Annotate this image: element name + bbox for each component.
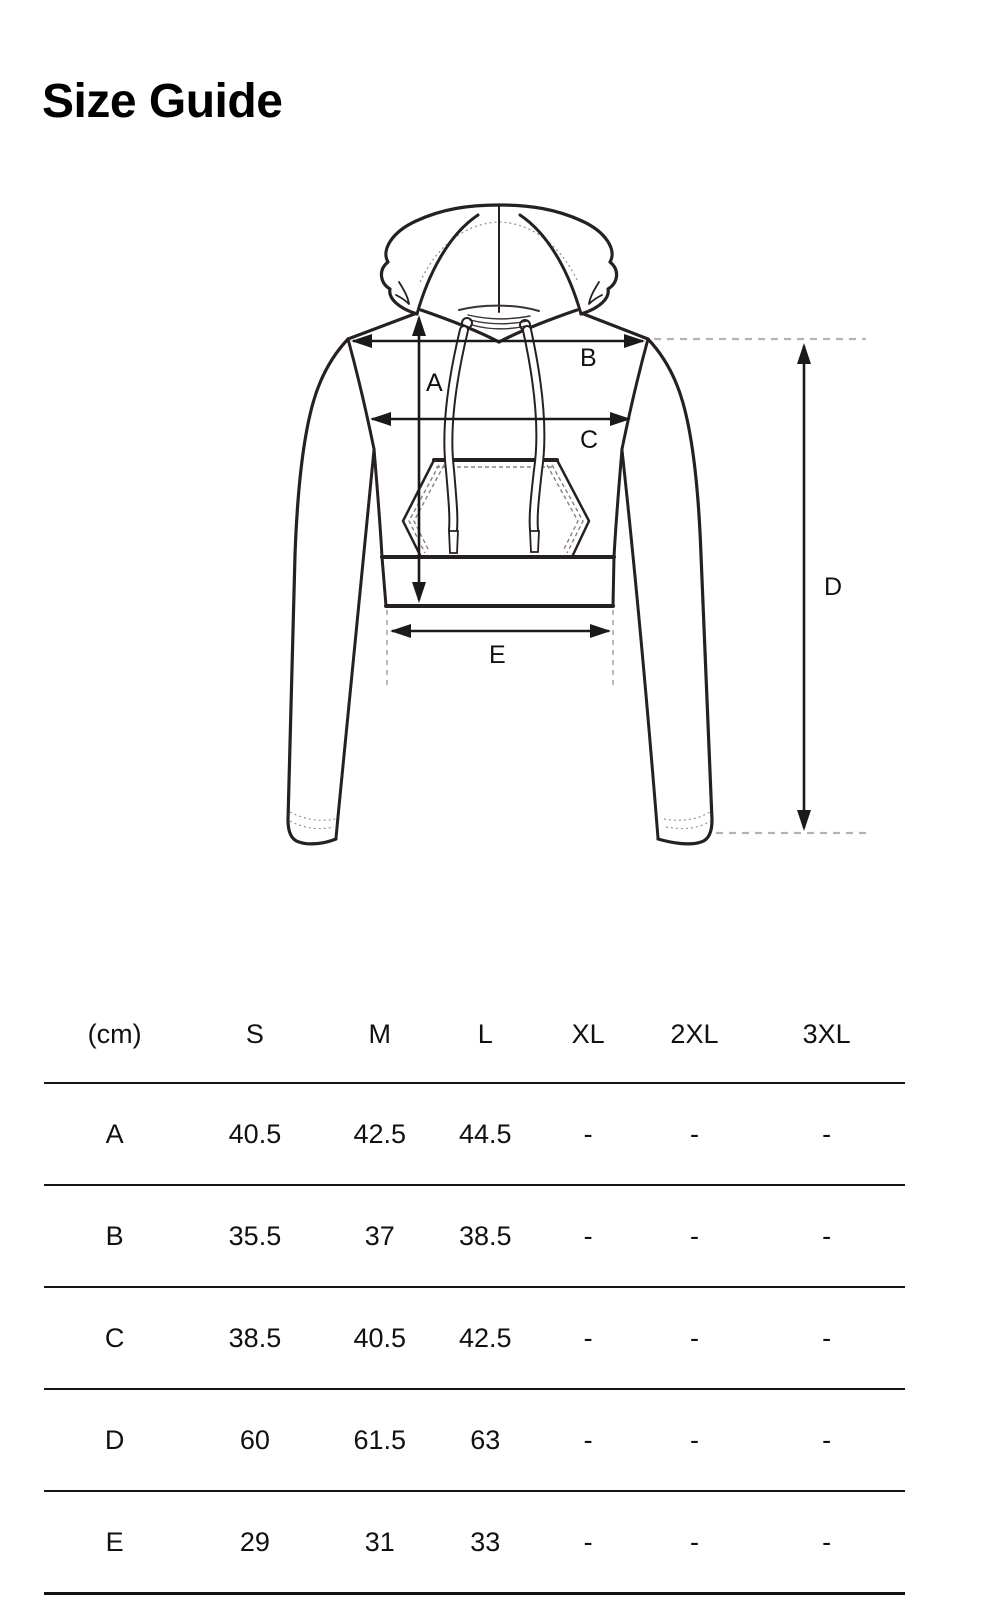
table-header-row [44, 986, 905, 1083]
column-header: M [325, 986, 435, 1083]
sleeve-right-inner [622, 450, 658, 838]
hood-crease-left [396, 282, 409, 304]
size-value-cell: - [641, 1389, 749, 1491]
row-label: D [44, 1389, 185, 1491]
cuff-right-stitch-1 [664, 812, 710, 820]
page-title: Size Guide [42, 75, 283, 128]
arrowhead-a-top [412, 315, 426, 336]
size-value-cell: 33 [435, 1491, 536, 1594]
measure-D [797, 343, 842, 831]
row-label: A [44, 1083, 185, 1185]
size-value-cell: - [748, 1389, 905, 1491]
shoulder-seam-left [348, 313, 417, 339]
measure-E [390, 624, 611, 669]
measurement-label-a: A [426, 369, 443, 397]
shoulder-seam-right [581, 313, 648, 339]
aglet-left [449, 531, 458, 553]
row-label: C [44, 1287, 185, 1389]
hood-crease-right [589, 282, 602, 304]
hood-opening-left-edge [417, 215, 478, 314]
arrowhead-d-top [797, 343, 811, 364]
size-value-cell: - [536, 1287, 641, 1389]
size-value-cell: - [536, 1491, 641, 1594]
size-value-cell: - [748, 1083, 905, 1185]
size-value-cell: 40.5 [325, 1287, 435, 1389]
cuff-right-stitch-2 [666, 821, 710, 829]
hoodie-sketch [288, 205, 712, 844]
measurement-label-b: B [580, 344, 597, 372]
size-value-cell: 42.5 [435, 1287, 536, 1389]
aglet-right [530, 531, 539, 552]
table-row [44, 1491, 905, 1594]
arrowhead-d-bottom [797, 810, 811, 831]
size-value-cell: - [536, 1185, 641, 1287]
table-row [44, 1389, 905, 1491]
kangaroo-pocket [403, 460, 589, 557]
column-header: L [435, 986, 536, 1083]
size-value-cell: 35.5 [185, 1185, 324, 1287]
measure-C [370, 412, 631, 454]
size-value-cell: 29 [185, 1491, 324, 1594]
body-side-right [614, 449, 622, 557]
column-header: 2XL [641, 986, 749, 1083]
row-label: E [44, 1491, 185, 1594]
table-row [44, 1185, 905, 1287]
body-side-left [374, 449, 382, 557]
size-value-cell: - [748, 1287, 905, 1389]
dashed-guides [387, 339, 866, 833]
neckline-right [499, 310, 577, 342]
size-value-cell: 37 [325, 1185, 435, 1287]
sleeve-left-outer [288, 339, 348, 844]
sleeves [288, 339, 712, 844]
size-value-cell: 61.5 [325, 1389, 435, 1491]
measurement-label-e: E [489, 641, 506, 669]
shoulders [348, 313, 648, 339]
sleeve-left-inner [336, 450, 374, 838]
arrowhead-e-left [390, 624, 411, 638]
size-value-cell: 44.5 [435, 1083, 536, 1185]
collar-rib-1 [468, 315, 530, 319]
table-row [44, 1083, 905, 1185]
size-value-cell: - [748, 1185, 905, 1287]
arrowhead-e-right [590, 624, 611, 638]
size-value-cell: - [536, 1389, 641, 1491]
cuff-left-stitch-1 [290, 812, 335, 820]
row-label: B [44, 1185, 185, 1287]
measurement-arrows [351, 315, 842, 831]
size-value-cell: 63 [435, 1389, 536, 1491]
hood [381, 205, 616, 342]
sleeve-right-outer [648, 339, 712, 844]
armhole-left [348, 339, 374, 449]
column-header: 3XL [748, 986, 905, 1083]
armhole-right [622, 339, 648, 449]
size-table-section [44, 986, 905, 1595]
size-value-cell: 31 [325, 1491, 435, 1594]
size-value-cell: 40.5 [185, 1083, 324, 1185]
measurement-label-c: C [580, 426, 599, 454]
size-value-cell: - [641, 1491, 749, 1594]
arrowhead-c-left [370, 412, 391, 426]
size-value-cell: - [641, 1185, 749, 1287]
drawstrings [448, 330, 540, 553]
hem-band-right-edge [613, 557, 614, 606]
size-value-cell: - [748, 1491, 905, 1594]
collar-rib-3 [472, 325, 526, 329]
size-value-cell: - [641, 1083, 749, 1185]
column-header: S [185, 986, 324, 1083]
column-header: XL [536, 986, 641, 1083]
size-table [44, 986, 905, 1595]
hoodie-measurement-diagram [250, 190, 890, 850]
measure-B [351, 334, 645, 372]
size-value-cell: 38.5 [435, 1185, 536, 1287]
size-value-cell: - [536, 1083, 641, 1185]
hem-band-left-edge [382, 557, 386, 606]
pocket-right-stitch-2 [547, 465, 578, 551]
table-row [44, 1287, 905, 1389]
size-value-cell: - [641, 1287, 749, 1389]
size-value-cell: 42.5 [325, 1083, 435, 1185]
arrowhead-a-bottom [412, 582, 426, 603]
size-value-cell: 60 [185, 1389, 324, 1491]
column-header: (cm) [44, 986, 185, 1083]
cuff-left-stitch-2 [290, 821, 334, 829]
size-value-cell: 38.5 [185, 1287, 324, 1389]
measurement-label-d: D [824, 573, 843, 601]
